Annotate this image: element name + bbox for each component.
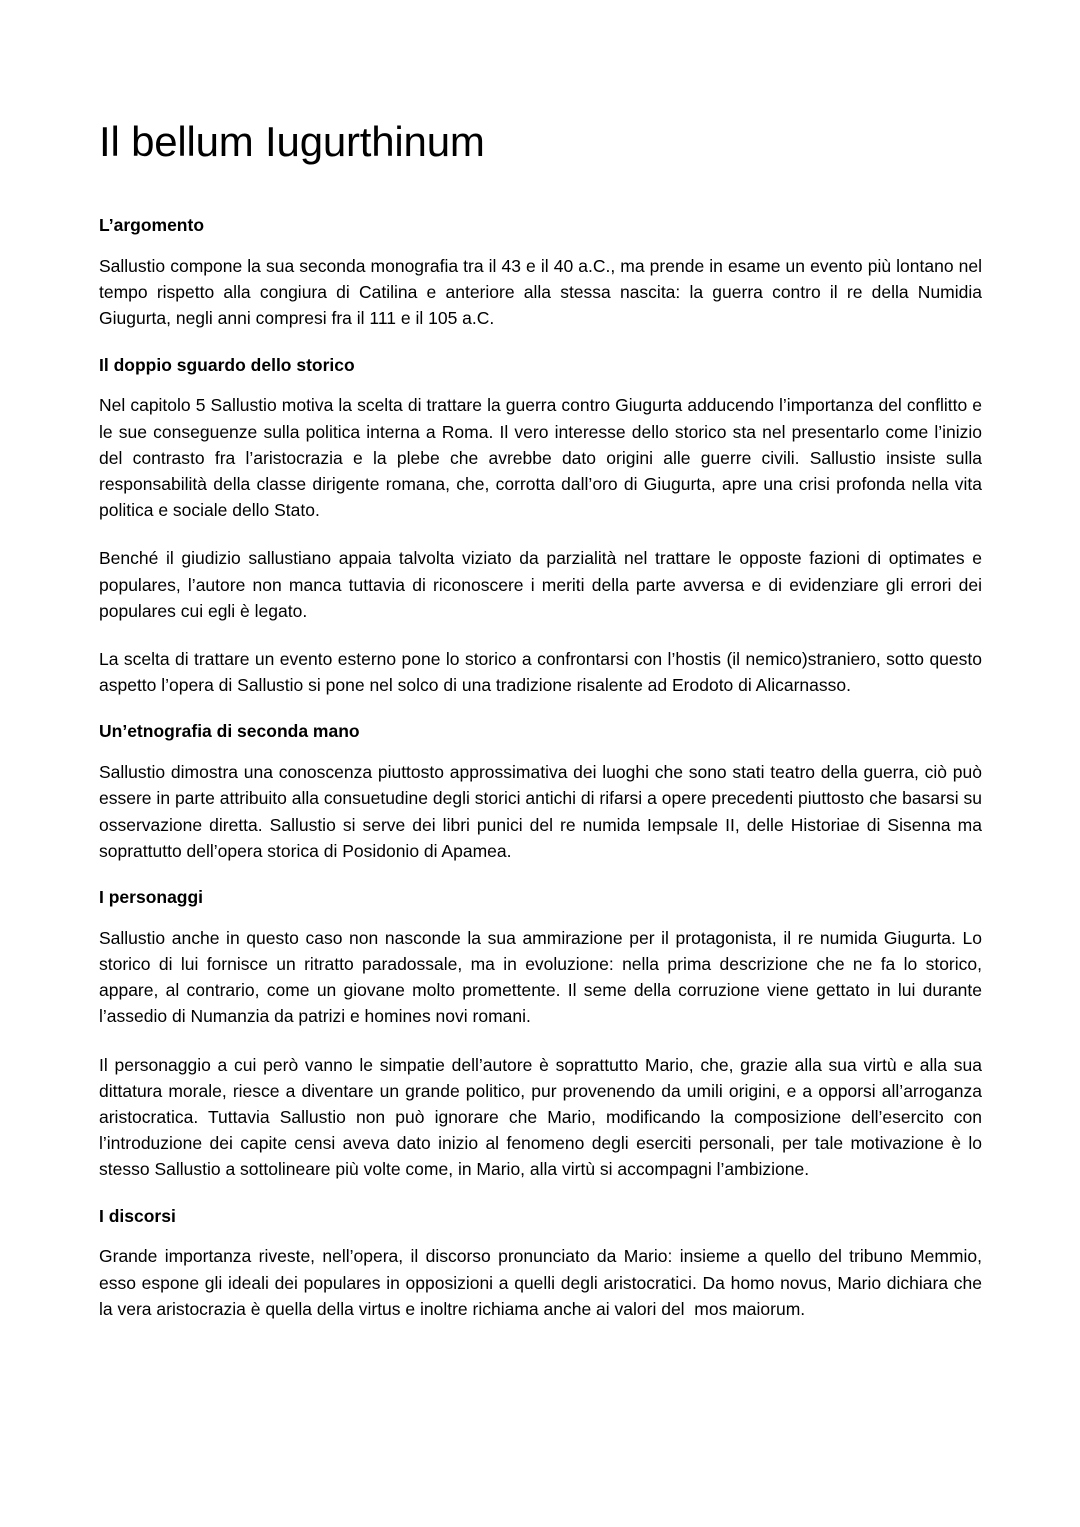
section-heading: Un’etnografia di seconda mano	[99, 721, 360, 742]
paragraph: Sallustio dimostra una conoscenza piuttosto approssimativa dei luoghi che sono stati teatro della guerra, ciò può essere in parte attribuito alla consuetudine degli storici antichi di rifarsi a opere precedenti piuttosto che basarsi su osservazione diretta. Sallustio si serve dei libri punici del re numida Iempsale II, delle Historiae di Sisenna ma soprattutto dell’opera storica di Posidonio di Apamea.	[99, 762, 987, 861]
paragraph: Sallustio compone la sua seconda monografia tra il 43 e il 40 a.C., ma prende in esame un evento più lontano nel tempo rispetto alla congiura di Catilina e anteriore alla stessa nascita: la guerra contro il re della Numidia Giugurta, negli anni compresi fra il 111 e il 105 a.C.	[99, 256, 987, 329]
paragraph: La scelta di trattare un evento esterno pone lo storico a confrontarsi con l’hostis (il nemico)straniero, sotto questo aspetto l’opera di Sallustio si pone nel solco di una tradizione risalente ad Erodoto di Alicarnasso.	[99, 649, 987, 696]
paragraph: Benché il giudizio sallustiano appaia talvolta viziato da parzialità nel trattare le opposte fazioni di optimates e populares, l’autore non manca tuttavia di riconoscere i meriti della parte avversa e di evidenziare gli errori dei populares cui egli è legato.	[99, 548, 987, 621]
section-heading: Il doppio sguardo dello storico	[99, 354, 355, 375]
sections-container	[99, 214, 987, 1322]
section-unetnografia-di-seconda-mano	[99, 720, 987, 864]
section-heading: I discorsi	[99, 1205, 176, 1226]
section-i-discorsi	[99, 1205, 987, 1322]
section-il-doppio-sguardo-dello-storico	[99, 354, 987, 699]
section-heading: L’argomento	[99, 215, 205, 236]
page-title: Il bellum Iugurthinum	[99, 118, 485, 165]
paragraph: Sallustio anche in questo caso non nasconde la sua ammirazione per il protagonista, il re numida Giugurta. Lo storico di lui fornisce un ritratto paradossale, ma in evoluzione: nella prima descrizione che ne fa lo storico, appare, al contrario, come un giovane molto promettente. Il seme della corruzione viene gettato in lui durante l’assedio di Numanzia da patrizi e homines novi romani.	[99, 927, 987, 1027]
section-heading: I personaggi	[99, 887, 204, 907]
paragraph: Grande importanza riveste, nell’opera, il discorso pronunciato da Mario: insieme a quello del tribuno Memmio, esso espone gli ideali dei populares in opposizioni a quelli degli aristocratici. Da homo novus, Mario dichiara che la vera aristocrazia è quella della virtus e inoltre richiama anche ai valori del mos maiorum.	[99, 1246, 987, 1319]
paragraph: Nel capitolo 5 Sallustio motiva la scelta di trattare la guerra contro Giugurta adducendo l’importanza del conflitto e le sue conseguenze sulla politica interna a Roma. Il vero interesse dello storico sta nel presentarlo come l’inizio del contrasto fra l’aristocrazia e la plebe che avrebbe dato origini alle guerre civili. Sallustio insiste sulla responsabilità della classe dirigente romana, che, corrotta dall’oro di Giugurta, apre una crisi profonda nella vita politica e sociale dello Stato.	[99, 395, 987, 521]
section-largomento	[99, 214, 987, 331]
section-i-personaggi	[99, 886, 987, 1183]
document-body	[99, 118, 987, 1322]
paragraph: Il personaggio a cui però vanno le simpatie dell’autore è soprattutto Mario, che, grazie alla sua virtù e alla sua dittatura morale, riesce a diventare un grande politico, pur provenendo da umili origini, e a opporsi all’arroganza aristocratica. Tuttavia Sallustio non può ignorare che Mario, modificando la composizione dell’esercito con l’introduzione dei capite censi aveva dato inizio al fenomeno degli eserciti personali, per tale motivazione è lo stesso Sallustio a sottolineare più volte come, in Mario, alla virtù si accompagni l’ambizione.	[99, 1054, 987, 1180]
